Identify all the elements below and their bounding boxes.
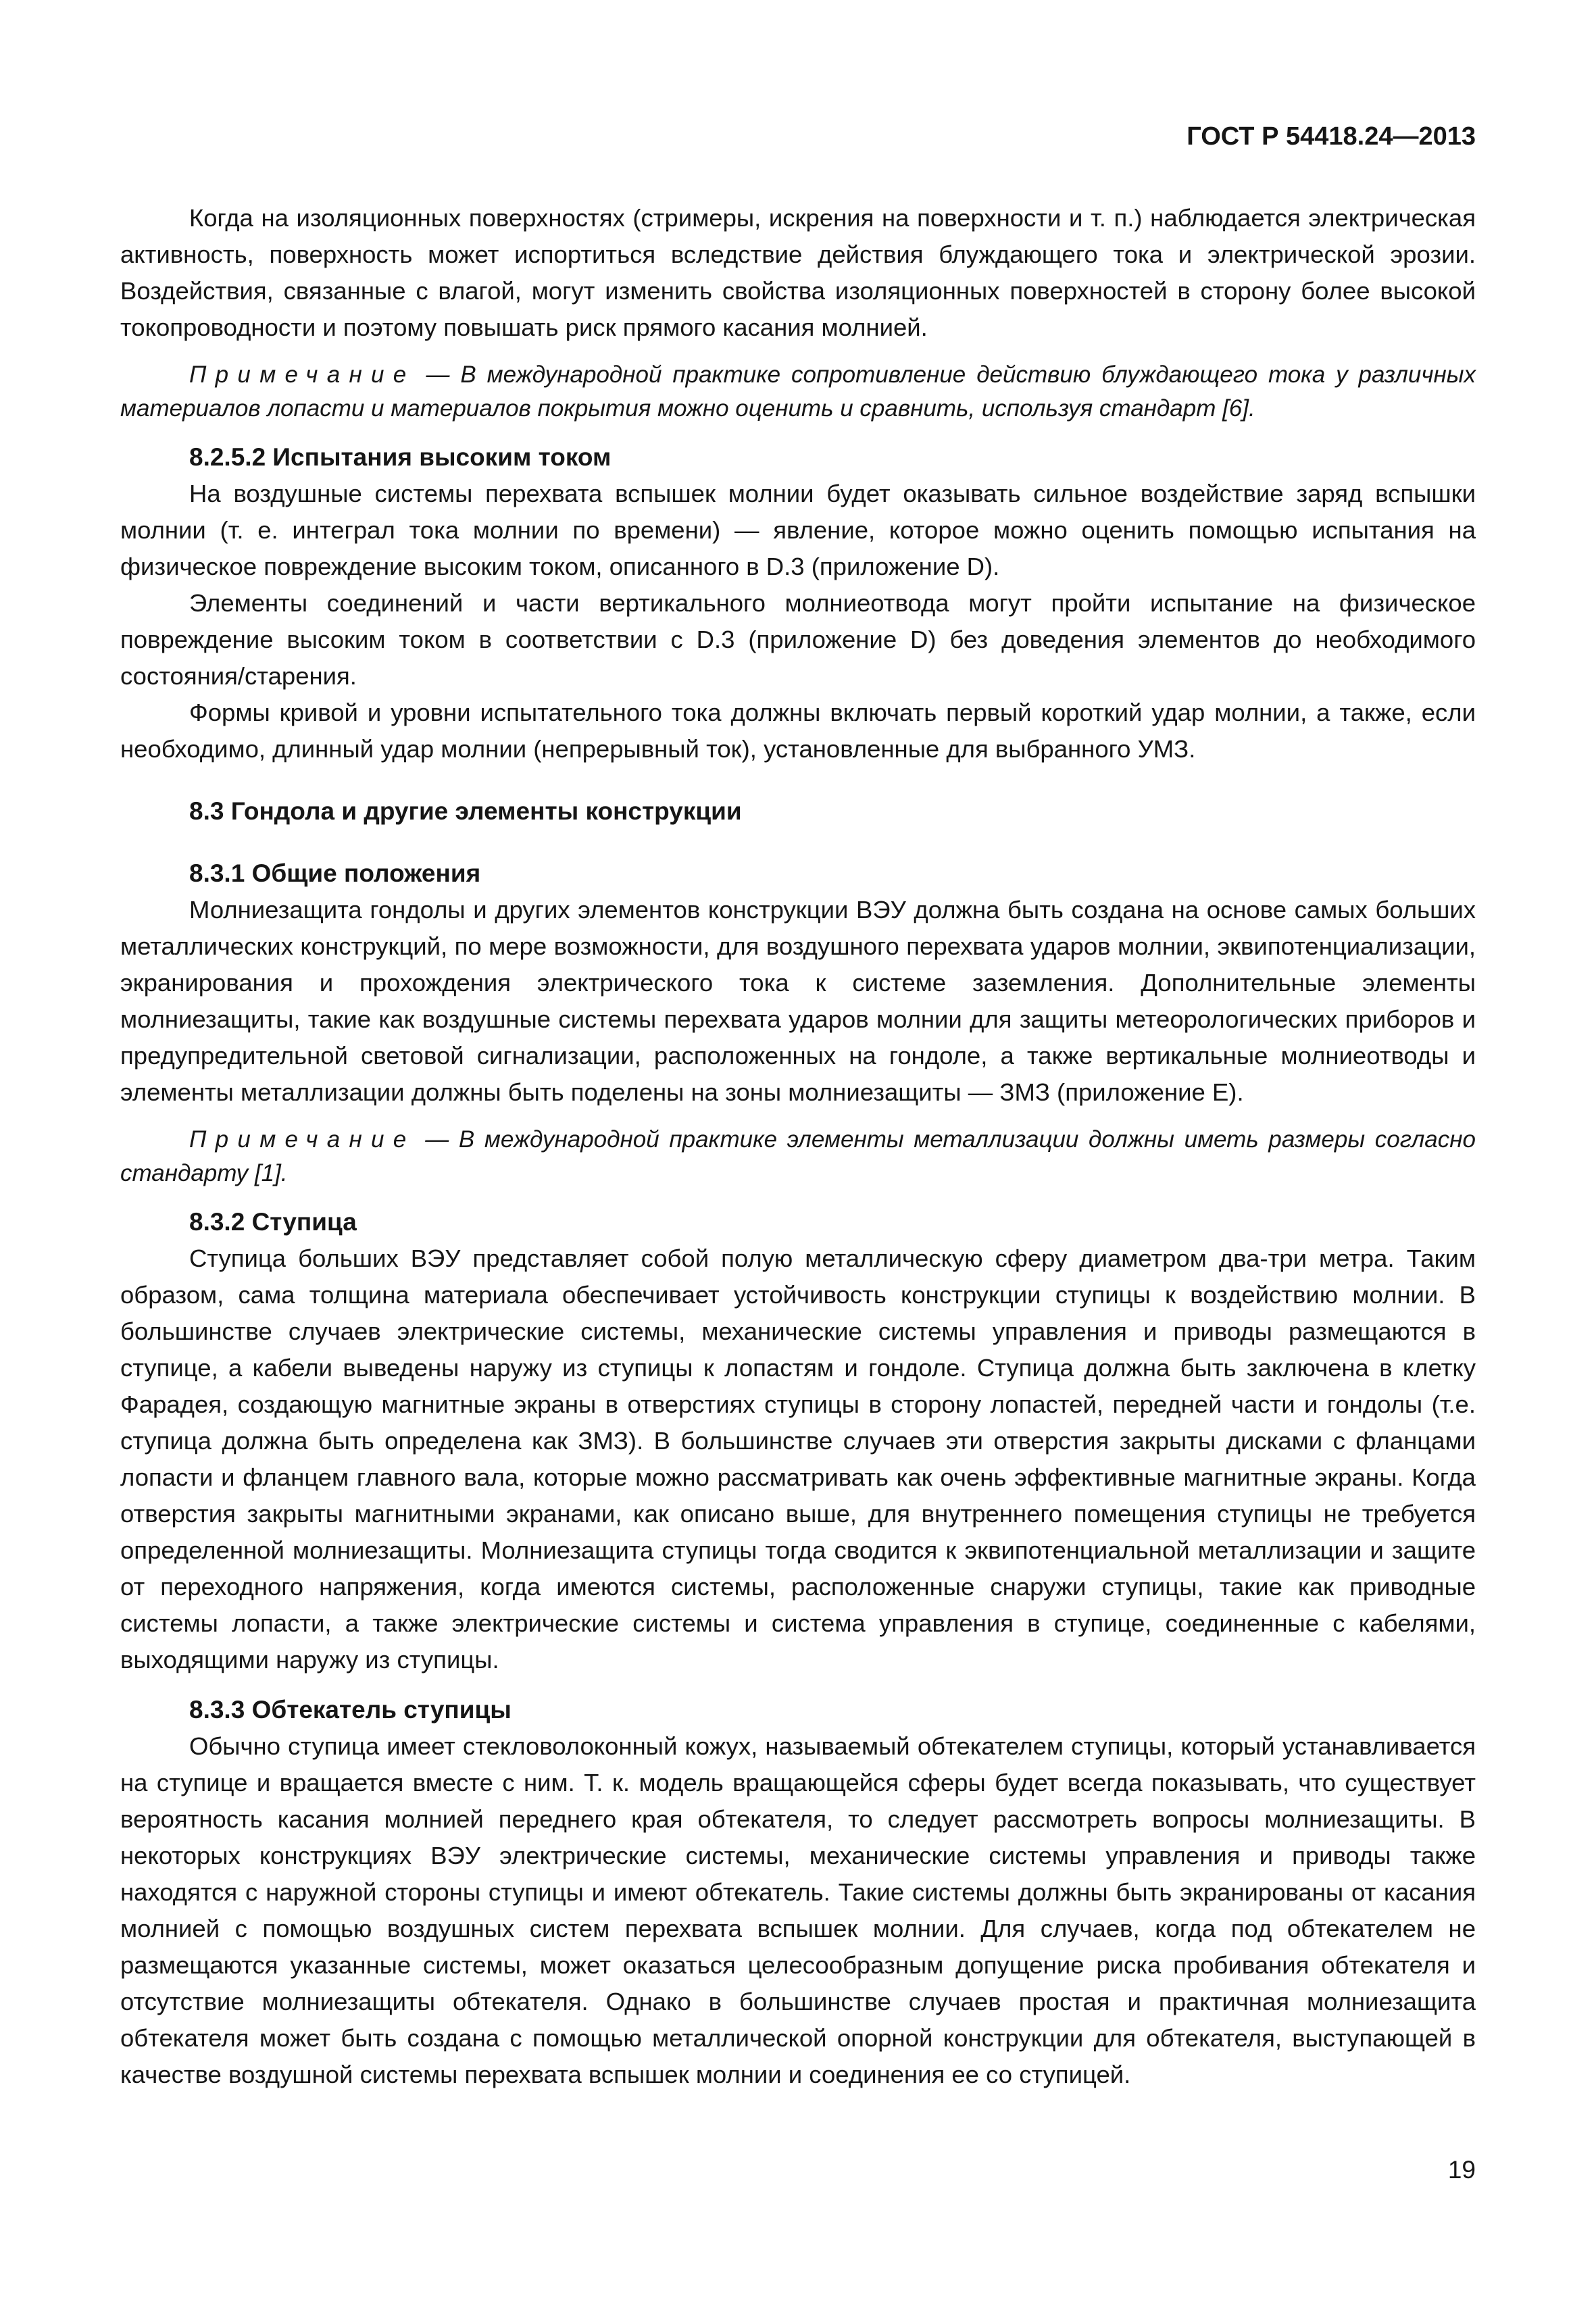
- note-label: Примечание: [189, 361, 416, 388]
- paragraph-high-current-3: Формы кривой и уровни испытательного тока должны включать первый короткий удар молнии, а также, если необходимо, длинный удар молнии (непрерывный ток), установленные для выбранного УМЗ.: [120, 699, 1476, 763]
- section-8-3-2-title: 8.3.2 Ступица: [189, 1208, 357, 1236]
- paragraph-high-current-1: На воздушные системы перехвата вспышек молнии будет оказывать сильное воздействие заряд вспышки молнии (т. е. интеграл тока молнии по времени) — явление, которое можно оценить помощью испытания на физическое повреждение высоким током, описанного в D.3 (приложение D).: [120, 480, 1476, 580]
- note-metallization: [120, 1123, 1476, 1190]
- note-stray-current: [120, 358, 1476, 426]
- section-8-3-1-title: 8.3.1 Общие положения: [189, 859, 481, 887]
- section-8-3-3-title: 8.3.3 Обтекатель ступицы: [189, 1696, 512, 1724]
- section-8-2-5-2-title: 8.2.5.2 Испытания высоким током: [189, 443, 612, 471]
- standard-number: ГОСТ Р 54418.24—2013: [1187, 122, 1476, 151]
- paragraph-hub-spinner: Обычно ступица имеет стекловолоконный кожух, называемый обтекателем ступицы, который устанавливается на ступице и вращается вместе с ним. Т. к. модель вращающейся сферы будет всегда показывать, что существует вероятность касания молнией переднего края обтекателя, то следует рассмотреть вопросы молниезащиты. В некоторых конструкциях ВЭУ электрические системы, механические системы управления и приводы также находятся с наружной стороны ступицы и имеют обтекатель. Такие системы должны быть экранированы от касания молнией с помощью воздушных систем перехвата вспышек молнии. Для случаев, когда под обтекателем не размещаются указанные системы, может оказаться целесообразным допущение риска пробивания обтекателя и отсутствие молниезащиты обтекателя. Однако в большинстве случаев простая и практичная молниезащита обтекателя может быть создана с помощью металлической опорной конструкции для обтекателя, выступающей в качестве воздушной системы перехвата вспышек молнии и соединения ее со ступицей.: [120, 1732, 1476, 2088]
- paragraph-hub: Ступица больших ВЭУ представляет собой полую металлическую сферу диаметром два-три метра. Таким образом, сама толщина материала обеспечивает устойчивость конструкции ступицы к воздействию молнии. В большинстве случаев электрические системы, механические системы управления и приводы размещаются в ступице, а кабели выведены наружу из ступицы к лопастям и гондоле. Ступица должна быть заключена в клетку Фарадея, создающую магнитные экраны в отверстиях ступицы в сторону лопастей, передней части и гондолы (т.е. ступица должна быть определена как ЗМЗ). В большинстве случаев эти отверстия закрыты дисками с фланцами лопасти и фланцем главного вала, которые можно рассматривать как очень эффективные магнитные экраны. Когда отверстия закрыты магнитными экранами, как описано выше, для внутреннего помещения ступицы не требуется определенной молниезащиты. Молниезащита ступицы тогда сводится к эквипотенциальной металлизации и защите от переходного напряжения, когда имеются системы, расположенные снаружи ступицы, такие как приводные системы лопасти, а также электрические системы и система управления в ступице, соединенные с кабелями, выходящими наружу из ступицы.: [120, 1244, 1476, 1674]
- paragraph-general-provisions: Молниезащита гондолы и других элементов конструкции ВЭУ должна быть создана на основе самых больших металлических конструкций, по мере возможности, для воздушного перехвата ударов молнии, эквипотенциализации, экранирования и прохождения электрического тока к системе заземления. Дополнительные элементы молниезащиты, такие как воздушные системы перехвата ударов молнии для защиты метеорологических приборов и предупредительной световой сигнализации, расположенных на гондоле, а также вертикальные молниеотводы и элементы металлизации должны быть поделены на зоны молниезащиты — ЗМЗ (приложение E).: [120, 896, 1476, 1106]
- note-text: — В международной практике элементы металлизации должны иметь размеры согласно стандарту [1].: [120, 1126, 1476, 1186]
- paragraph-surface-activity: Когда на изоляционных поверхностях (стримеры, искрения на поверхности и т. п.) наблюдается электрическая активность, поверхность может испортиться вследствие действия блуждающего тока и электрической эрозии. Воздействия, связанные с влагой, могут изменить свойства изоляционных поверхностей в сторону более высокой токопроводности и поэтому повышать риск прямого касания молнией.: [120, 204, 1476, 341]
- page-number: 19: [1447, 2156, 1476, 2184]
- paragraph-high-current-2: Элементы соединений и части вертикального молниеотвода могут пройти испытание на физическое повреждение высоким током в соответствии с D.3 (приложение D) без доведения элементов до необходимого состояния/старения.: [120, 589, 1476, 690]
- note-text: — В международной практике сопротивление действию блуждающего тока у различных материалов лопасти и материалов покрытия можно оценить и сравнить, используя стандарт [6].: [120, 361, 1476, 422]
- section-8-3-title: 8.3 Гондола и другие элементы конструкции: [189, 797, 742, 825]
- note-label: Примечание: [189, 1126, 416, 1153]
- document-header: [120, 122, 1476, 151]
